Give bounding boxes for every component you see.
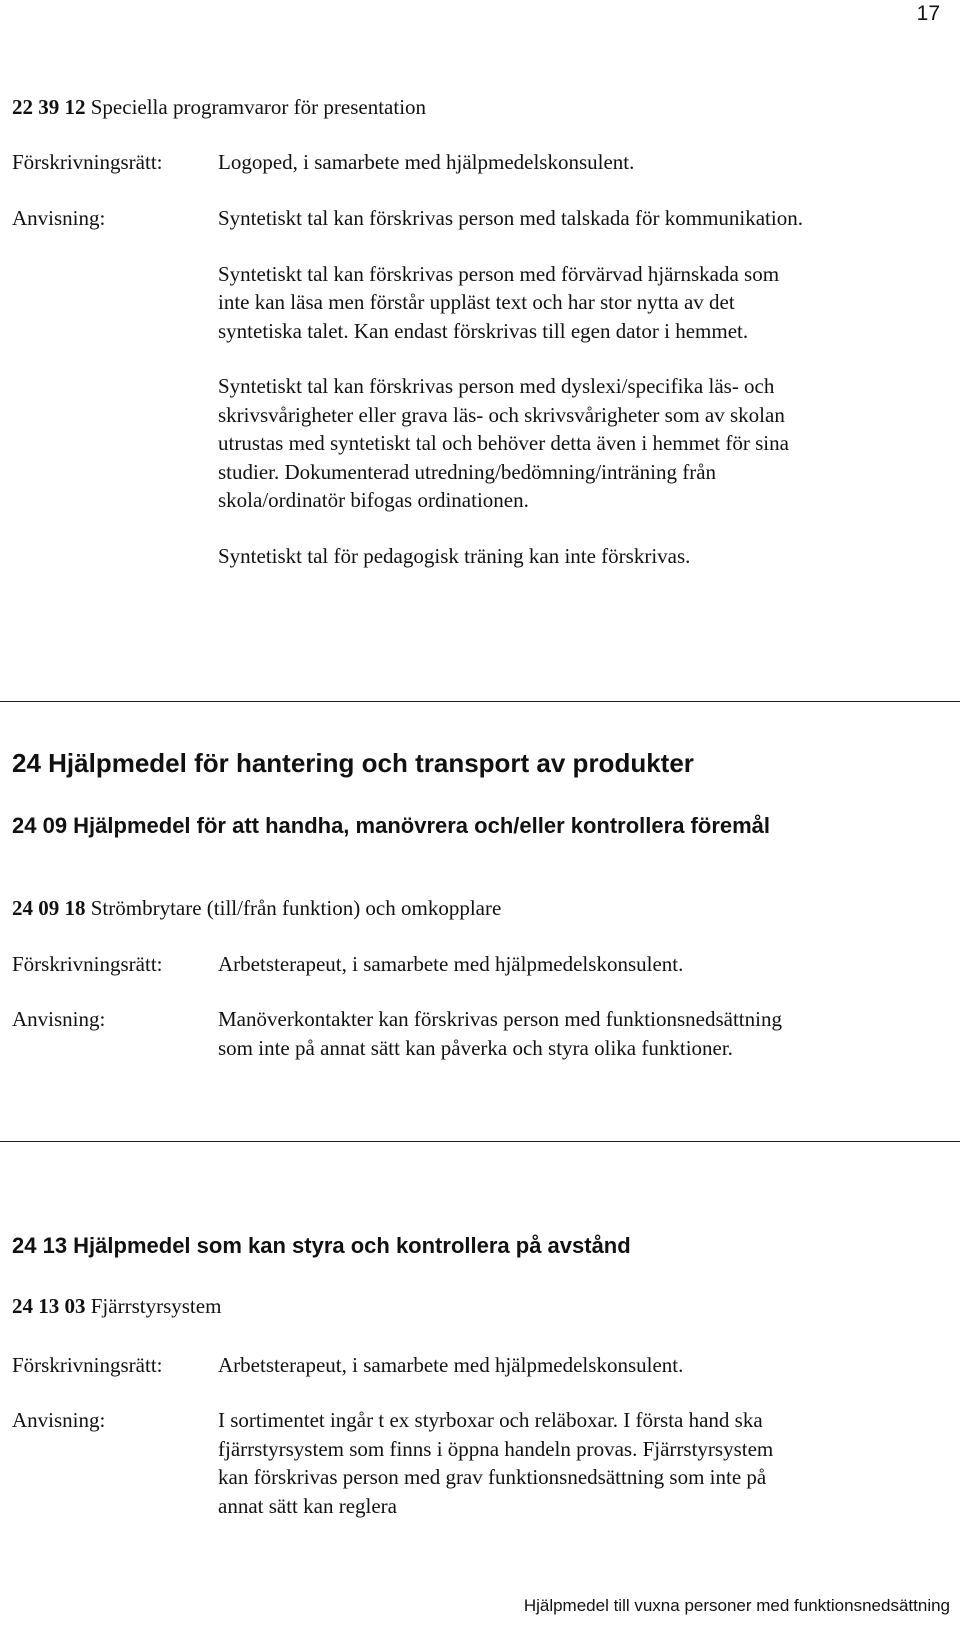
section-code: 22 39 12 xyxy=(12,95,86,119)
prescription-right-label: Förskrivningsrätt: xyxy=(12,952,163,976)
instruction-label: Anvisning: xyxy=(12,1408,106,1432)
group-heading-2413: 24 13 Hjälpmedel som kan styra och kontrollera på avstånd xyxy=(12,1233,631,1258)
prescription-right-label: Förskrivningsrätt: xyxy=(12,150,163,174)
instruction-label: Anvisning: xyxy=(12,206,106,230)
instruction-paragraph: Syntetiskt tal kan förskrivas person med förvärvad hjärnskada som inte kan läsa men förstår uppläst text och har stor nytta av det syntetiska talet. Kan endast förskrivas till egen dator i hemmet. xyxy=(218,261,780,343)
instruction-paragraph: Syntetiskt tal kan förskrivas person med talskada för kommunikation. xyxy=(218,206,803,230)
section-title-240918 xyxy=(12,896,501,921)
section-code: 24 13 03 xyxy=(12,1294,86,1318)
prescription-right-label: Förskrivningsrätt: xyxy=(12,1353,163,1377)
chapter-heading: 24 Hjälpmedel för hantering och transport av produkter xyxy=(12,748,694,778)
page-number: 17 xyxy=(916,2,940,25)
group-heading-2409: 24 09 Hjälpmedel för att handha, manövrera och/eller kontrollera föremål xyxy=(12,813,771,838)
page-footer: Hjälpmedel till vuxna personer med funktionsnedsättning xyxy=(523,1596,950,1615)
instruction-text: I sortimentet ingår t ex styrboxar och reläboxar. I första hand ska fjärrstyrsystem som finns i öppna handeln provas. Fjärrstyrsystem kan förskrivas person med grav funktionsnedsättning som inte på annat sätt kan reglera xyxy=(218,1408,774,1518)
prescription-right-value: Arbetsterapeut, i samarbete med hjälpmedelskonsulent. xyxy=(218,952,684,976)
prescription-right-value: Logoped, i samarbete med hjälpmedelskonsulent. xyxy=(218,150,635,174)
section-name: Speciella programvaror för presentation xyxy=(90,95,427,119)
instruction-text xyxy=(218,204,808,570)
section-name: Fjärrstyrsystem xyxy=(90,1294,222,1318)
instruction-label: Anvisning: xyxy=(12,1007,106,1031)
section-divider xyxy=(0,1141,960,1142)
section-title-241303 xyxy=(12,1294,221,1319)
section-title-223912 xyxy=(12,95,426,120)
instruction-paragraph: Syntetiskt tal kan förskrivas person med dyslexi/specifika läs- och skrivsvårigheter eller grava läs- och skrivsvårigheter som av skolan utrustas med syntetiskt tal och behöver detta även i hemmet för sina studier. Dokumenterad utredning/bedömning/inträning från skola/ordinatör bifogas ordinationen. xyxy=(218,374,789,512)
section-name: Strömbrytare (till/från funktion) och omkopplare xyxy=(90,896,502,920)
section-divider xyxy=(0,701,960,702)
prescription-right-value: Arbetsterapeut, i samarbete med hjälpmedelskonsulent. xyxy=(218,1353,684,1377)
section-code: 24 09 18 xyxy=(12,896,86,920)
instruction-paragraph: Syntetiskt tal för pedagogisk träning kan inte förskrivas. xyxy=(218,543,691,568)
instruction-text: Manöverkontakter kan förskrivas person med funktionsnedsättning som inte på annat sätt kan påverka och styra olika funktioner. xyxy=(218,1007,782,1060)
